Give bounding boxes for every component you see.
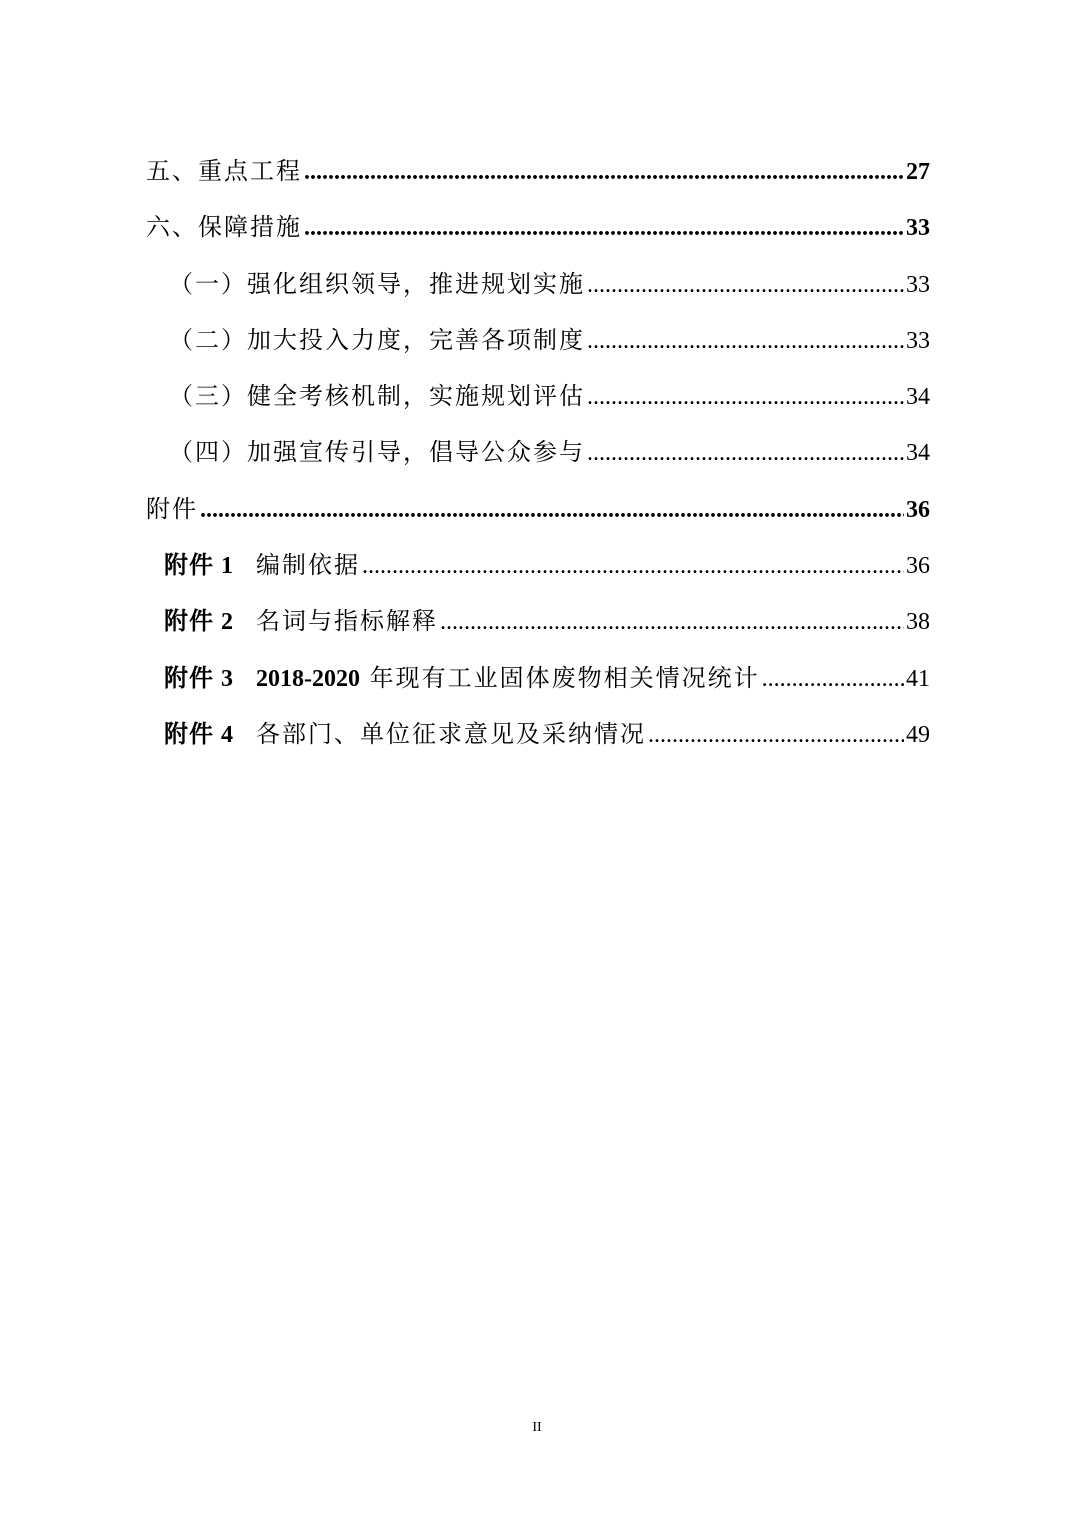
toc-subentry-2[interactable] <box>146 312 930 368</box>
toc-leader-dots <box>587 369 904 425</box>
toc-leader-dots <box>587 313 904 369</box>
toc-appendix-title: 编制依据 <box>256 551 360 580</box>
toc-appendix-text <box>164 537 360 594</box>
toc-entry-page: 34 <box>906 440 930 467</box>
toc-entry-page: 49 <box>906 721 930 748</box>
toc-leader-dots <box>200 482 904 538</box>
toc-appendix-label: 附件 3 <box>164 665 234 692</box>
toc-appendix-2[interactable] <box>146 593 930 649</box>
toc-entry-text: （四）加强宣传引导，倡导公众参与 <box>169 438 585 467</box>
toc-entry-page: 27 <box>906 159 930 185</box>
toc-appendix-text <box>164 650 760 707</box>
toc-leader-dots <box>440 594 904 650</box>
toc-appendix-label: 附件 2 <box>164 609 234 636</box>
toc-entry-text: （一）强化组织领导，推进规划实施 <box>169 269 585 298</box>
toc-appendix-title: 各部门、单位征求意见及采纳情况 <box>256 719 646 748</box>
toc-appendix-title-years: 2018-2020 <box>256 665 360 692</box>
toc-subentry-3[interactable] <box>146 368 930 424</box>
page-number: II <box>532 1420 542 1435</box>
toc-entry-text: 六、保障措施 <box>146 213 302 242</box>
toc-appendix-1[interactable] <box>146 537 930 593</box>
toc-leader-dots <box>304 144 904 200</box>
toc-entry-page: 41 <box>906 665 930 692</box>
toc-appendix-4[interactable] <box>146 706 930 762</box>
toc-leader-dots <box>587 425 904 481</box>
toc-leader-dots <box>587 257 904 313</box>
toc-leader-dots <box>648 707 904 763</box>
toc-entry-page: 36 <box>906 553 930 580</box>
toc-entry-page: 34 <box>906 384 930 411</box>
toc-appendix-3[interactable] <box>146 650 930 706</box>
toc-entry-page: 33 <box>906 271 930 298</box>
toc-subentry-4[interactable] <box>146 424 930 480</box>
toc-leader-dots <box>762 651 904 707</box>
toc-leader-dots <box>362 538 904 594</box>
toc-appendix-label: 附件 1 <box>164 553 234 580</box>
toc-leader-dots <box>304 200 904 256</box>
toc-appendix-title: 名词与指标解释 <box>256 607 438 636</box>
toc-entry-page: 36 <box>906 496 930 523</box>
toc-entry-text: （二）加大投入力度，完善各项制度 <box>169 325 585 354</box>
toc-entry-text: 五、重点工程 <box>146 157 302 185</box>
table-of-contents <box>146 143 930 762</box>
toc-entry-safeguard-measures[interactable] <box>146 199 930 255</box>
toc-entry-appendix[interactable] <box>146 481 930 537</box>
toc-entry-page: 33 <box>906 215 930 242</box>
toc-entry-page: 33 <box>906 327 930 354</box>
toc-entry-text: 附件 <box>146 494 198 523</box>
toc-subentry-1[interactable] <box>146 256 930 312</box>
toc-appendix-label: 附件 4 <box>164 721 234 748</box>
toc-appendix-title-rest: 年现有工业固体废物相关情况统计 <box>360 663 760 692</box>
toc-entry-text: （三）健全考核机制，实施规划评估 <box>169 382 585 411</box>
toc-entry-page: 38 <box>906 609 930 636</box>
toc-entry-key-projects[interactable] <box>146 143 930 199</box>
toc-appendix-text <box>164 593 438 650</box>
toc-appendix-text <box>164 706 646 763</box>
toc-appendix-title <box>256 664 760 692</box>
